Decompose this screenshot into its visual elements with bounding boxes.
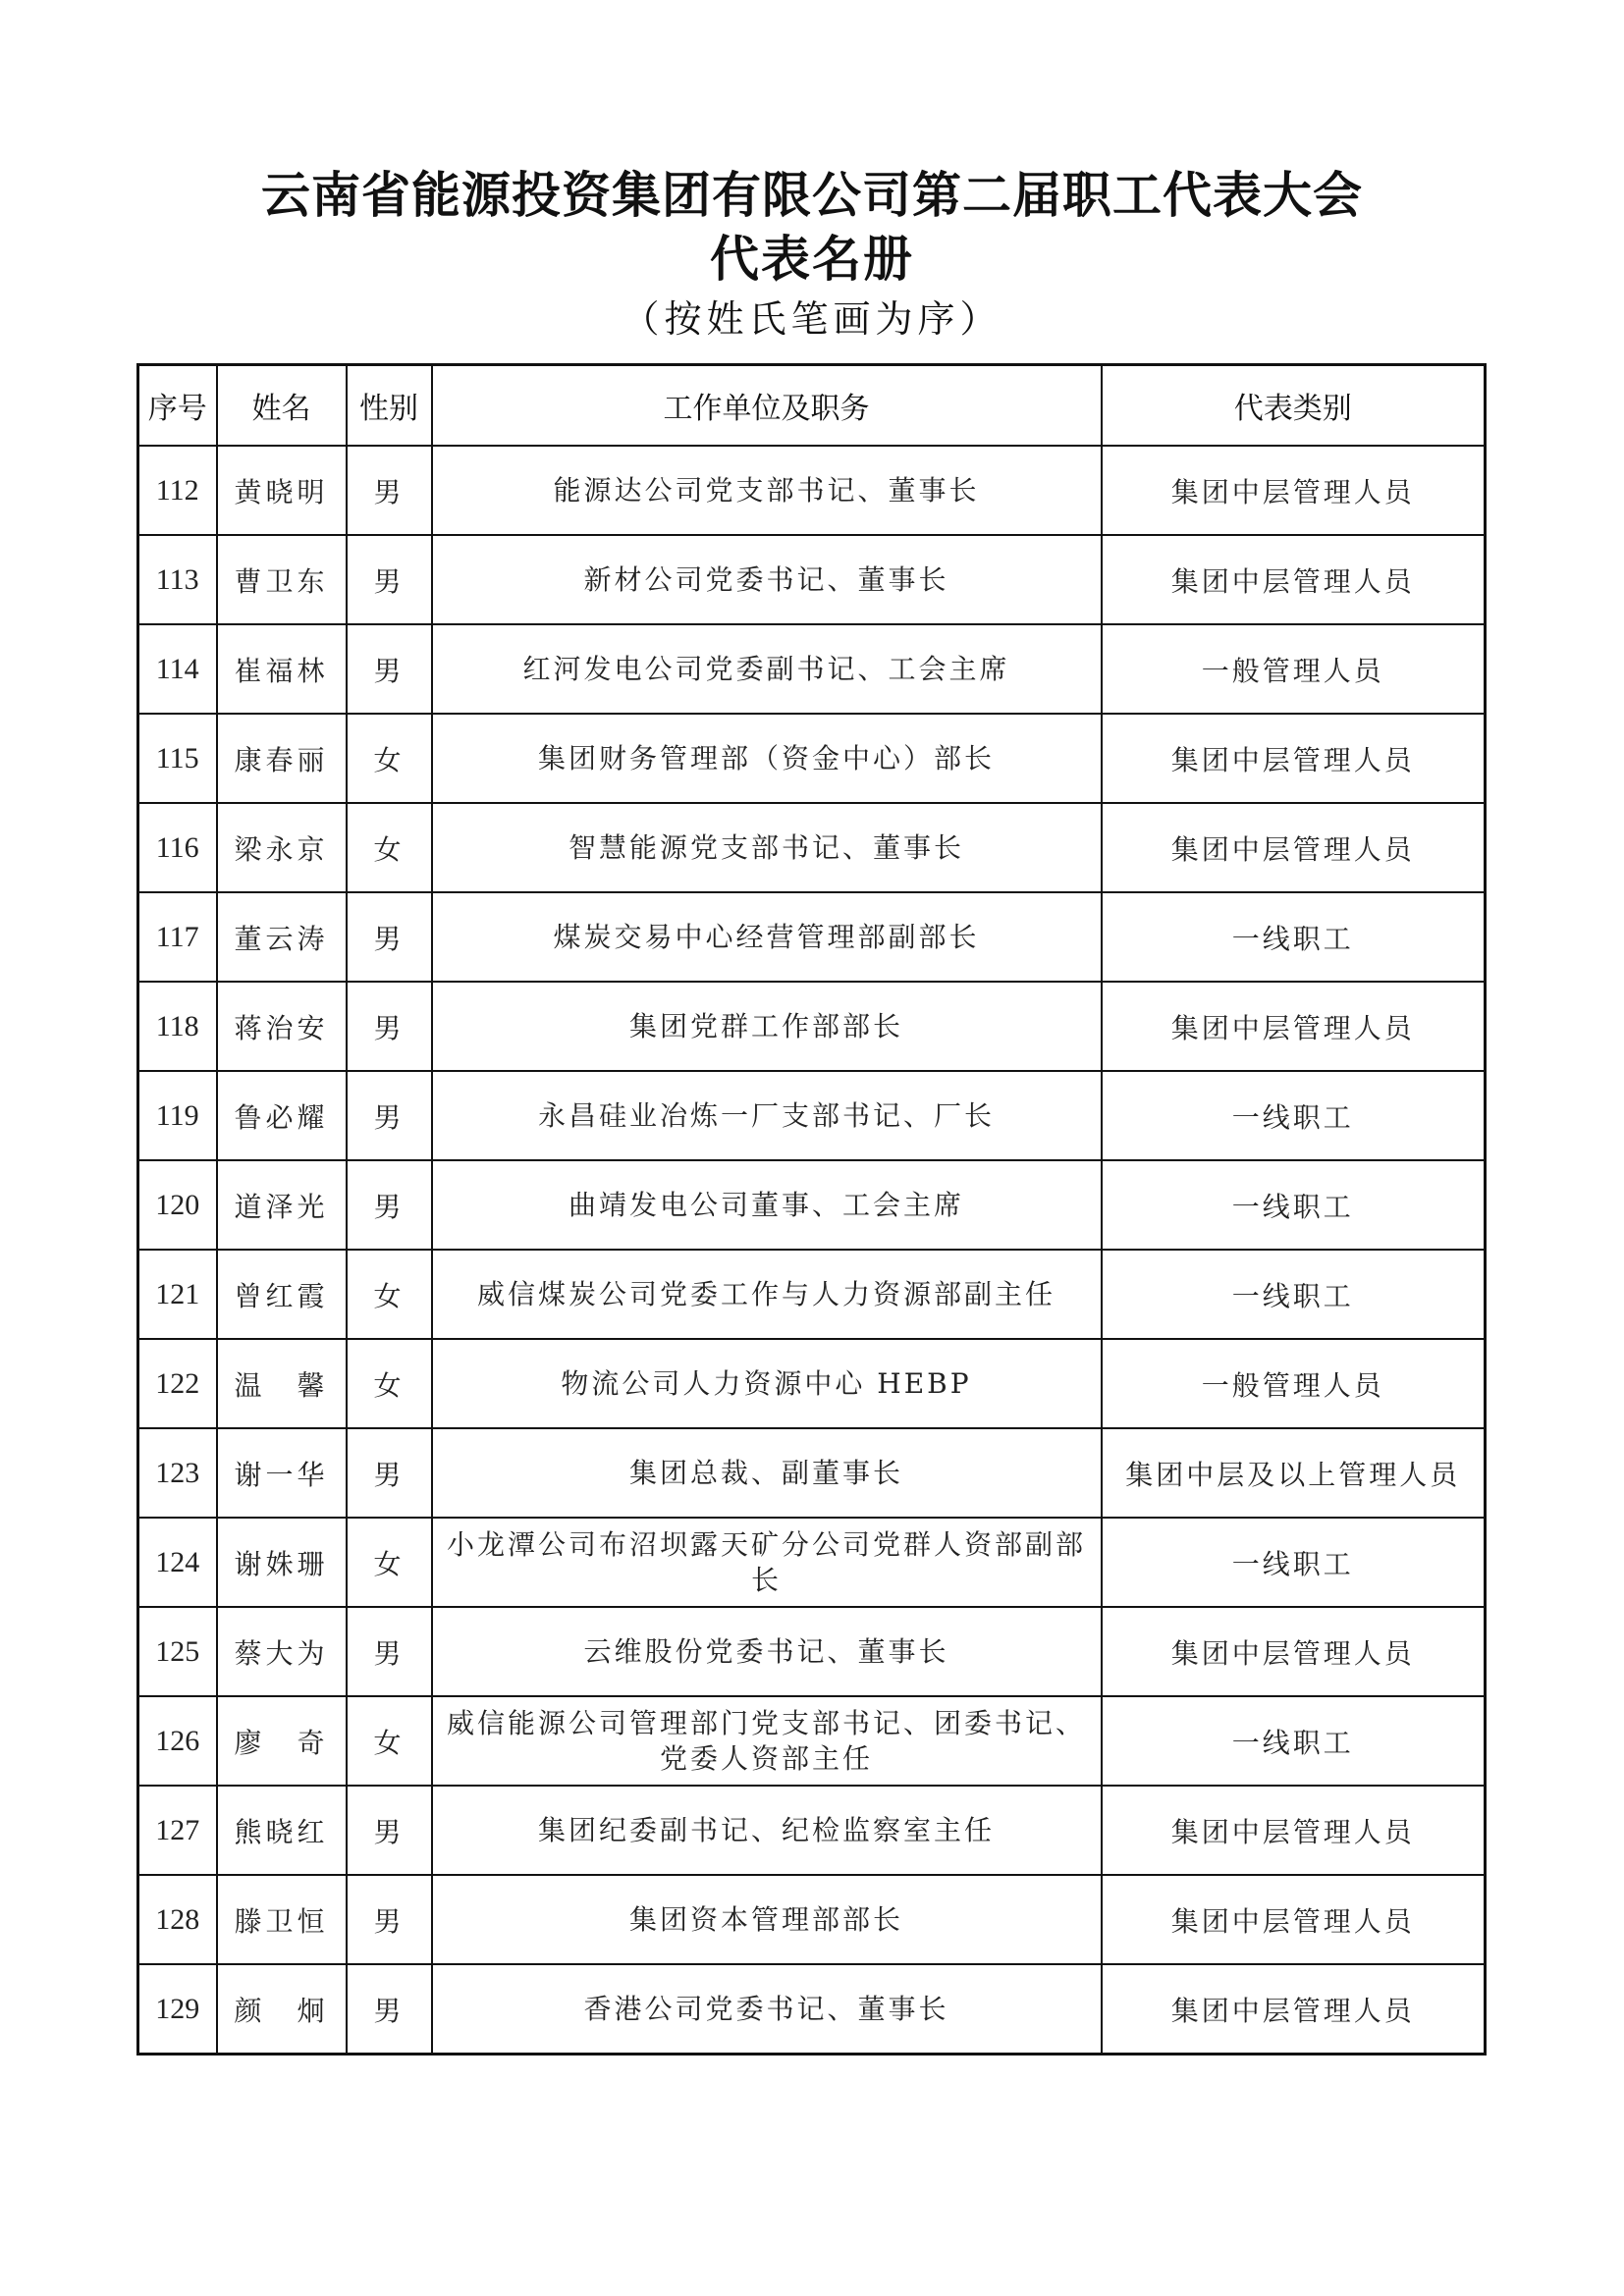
cell-unit: 集团总裁、副董事长 <box>432 1428 1102 1518</box>
cell-category: 一线职工 <box>1102 1160 1486 1250</box>
cell-seq: 112 <box>138 446 217 535</box>
cell-name: 熊晓红 <box>217 1786 347 1875</box>
cell-gender: 男 <box>347 1428 432 1518</box>
cell-category: 集团中层管理人员 <box>1102 982 1486 1071</box>
cell-unit: 物流公司人力资源中心 HEBP <box>432 1339 1102 1428</box>
cell-unit: 能源达公司党支部书记、董事长 <box>432 446 1102 535</box>
cell-unit: 永昌硅业冶炼一厂支部书记、厂长 <box>432 1071 1102 1160</box>
cell-gender: 男 <box>347 1875 432 1964</box>
cell-gender: 女 <box>347 1250 432 1339</box>
cell-seq: 119 <box>138 1071 217 1160</box>
cell-seq: 127 <box>138 1786 217 1875</box>
cell-gender: 女 <box>347 803 432 892</box>
cell-category: 集团中层管理人员 <box>1102 803 1486 892</box>
cell-gender: 男 <box>347 1607 432 1696</box>
cell-category: 集团中层管理人员 <box>1102 1786 1486 1875</box>
cell-name: 滕卫恒 <box>217 1875 347 1964</box>
cell-seq: 121 <box>138 1250 217 1339</box>
cell-name: 董云涛 <box>217 892 347 982</box>
table-row <box>138 1339 1486 1428</box>
cell-name: 鲁必耀 <box>217 1071 347 1160</box>
cell-seq: 120 <box>138 1160 217 1250</box>
cell-unit: 威信能源公司管理部门党支部书记、团委书记、党委人资部主任 <box>432 1696 1102 1786</box>
cell-seq: 128 <box>138 1875 217 1964</box>
cell-unit: 集团党群工作部部长 <box>432 982 1102 1071</box>
table-row <box>138 1428 1486 1518</box>
header-seq: 序号 <box>138 365 217 447</box>
cell-unit: 香港公司党委书记、董事长 <box>432 1964 1102 2055</box>
table-row <box>138 1875 1486 1964</box>
table-row <box>138 624 1486 714</box>
header-category: 代表类别 <box>1102 365 1486 447</box>
cell-name: 蒋治安 <box>217 982 347 1071</box>
table-header-row <box>138 365 1486 447</box>
cell-unit: 集团资本管理部部长 <box>432 1875 1102 1964</box>
cell-unit: 新材公司党委书记、董事长 <box>432 535 1102 624</box>
cell-seq: 117 <box>138 892 217 982</box>
cell-unit: 集团纪委副书记、纪检监察室主任 <box>432 1786 1102 1875</box>
cell-category: 一线职工 <box>1102 1696 1486 1786</box>
cell-seq: 114 <box>138 624 217 714</box>
table-row <box>138 1607 1486 1696</box>
cell-category: 一线职工 <box>1102 1518 1486 1607</box>
cell-gender: 男 <box>347 535 432 624</box>
cell-name: 曾红霞 <box>217 1250 347 1339</box>
cell-gender: 女 <box>347 1696 432 1786</box>
cell-gender: 男 <box>347 982 432 1071</box>
table-row <box>138 535 1486 624</box>
table-row <box>138 1250 1486 1339</box>
cell-name: 崔福林 <box>217 624 347 714</box>
cell-seq: 124 <box>138 1518 217 1607</box>
cell-seq: 126 <box>138 1696 217 1786</box>
cell-gender: 女 <box>347 1339 432 1428</box>
cell-seq: 123 <box>138 1428 217 1518</box>
table-row <box>138 892 1486 982</box>
cell-category: 集团中层管理人员 <box>1102 1875 1486 1964</box>
cell-unit: 云维股份党委书记、董事长 <box>432 1607 1102 1696</box>
cell-seq: 122 <box>138 1339 217 1428</box>
cell-unit: 集团财务管理部（资金中心）部长 <box>432 714 1102 803</box>
cell-gender: 男 <box>347 1964 432 2055</box>
cell-gender: 男 <box>347 624 432 714</box>
cell-name: 曹卫东 <box>217 535 347 624</box>
cell-unit: 红河发电公司党委副书记、工会主席 <box>432 624 1102 714</box>
cell-name: 道泽光 <box>217 1160 347 1250</box>
table-row <box>138 446 1486 535</box>
document-title-roster: 代表名册 <box>710 231 914 288</box>
document-subtitle: （按姓氏笔画为序） <box>622 297 1002 341</box>
cell-seq: 125 <box>138 1607 217 1696</box>
cell-gender: 男 <box>347 1071 432 1160</box>
table-row <box>138 714 1486 803</box>
cell-name: 蔡大为 <box>217 1607 347 1696</box>
cell-name: 梁永京 <box>217 803 347 892</box>
cell-seq: 113 <box>138 535 217 624</box>
representative-roster-table <box>136 363 1487 2056</box>
cell-name: 康春丽 <box>217 714 347 803</box>
cell-seq: 129 <box>138 1964 217 2055</box>
cell-unit: 小龙潭公司布沼坝露天矿分公司党群人资部副部长 <box>432 1518 1102 1607</box>
cell-category: 一般管理人员 <box>1102 1339 1486 1428</box>
cell-name: 温 馨 <box>217 1339 347 1428</box>
cell-category: 集团中层管理人员 <box>1102 446 1486 535</box>
cell-seq: 115 <box>138 714 217 803</box>
cell-category: 一般管理人员 <box>1102 624 1486 714</box>
table-row <box>138 1696 1486 1786</box>
table-row <box>138 1964 1486 2055</box>
cell-name: 黄晓明 <box>217 446 347 535</box>
cell-category: 一线职工 <box>1102 1071 1486 1160</box>
cell-unit: 威信煤炭公司党委工作与人力资源部副主任 <box>432 1250 1102 1339</box>
cell-category: 一线职工 <box>1102 892 1486 982</box>
cell-name: 谢姝珊 <box>217 1518 347 1607</box>
table-row <box>138 803 1486 892</box>
table-row <box>138 1160 1486 1250</box>
cell-gender: 女 <box>347 1518 432 1607</box>
cell-category: 集团中层及以上管理人员 <box>1102 1428 1486 1518</box>
cell-seq: 116 <box>138 803 217 892</box>
cell-category: 一线职工 <box>1102 1250 1486 1339</box>
table-row <box>138 1518 1486 1607</box>
cell-gender: 男 <box>347 1786 432 1875</box>
document-title: 云南省能源投资集团有限公司第二届职工代表大会 <box>261 167 1363 224</box>
table-row <box>138 1786 1486 1875</box>
cell-gender: 男 <box>347 446 432 535</box>
table-row <box>138 1071 1486 1160</box>
cell-gender: 女 <box>347 714 432 803</box>
cell-category: 集团中层管理人员 <box>1102 1607 1486 1696</box>
cell-name: 廖 奇 <box>217 1696 347 1786</box>
cell-seq: 118 <box>138 982 217 1071</box>
cell-unit: 曲靖发电公司董事、工会主席 <box>432 1160 1102 1250</box>
cell-category: 集团中层管理人员 <box>1102 535 1486 624</box>
cell-name: 谢一华 <box>217 1428 347 1518</box>
cell-name: 颜 炯 <box>217 1964 347 2055</box>
cell-category: 集团中层管理人员 <box>1102 1964 1486 2055</box>
cell-gender: 男 <box>347 1160 432 1250</box>
cell-unit: 煤炭交易中心经营管理部副部长 <box>432 892 1102 982</box>
cell-category: 集团中层管理人员 <box>1102 714 1486 803</box>
cell-unit: 智慧能源党支部书记、董事长 <box>432 803 1102 892</box>
header-unit: 工作单位及职务 <box>432 365 1102 447</box>
header-name: 姓名 <box>217 365 347 447</box>
table-row <box>138 982 1486 1071</box>
cell-gender: 男 <box>347 892 432 982</box>
header-gender: 性别 <box>347 365 432 447</box>
